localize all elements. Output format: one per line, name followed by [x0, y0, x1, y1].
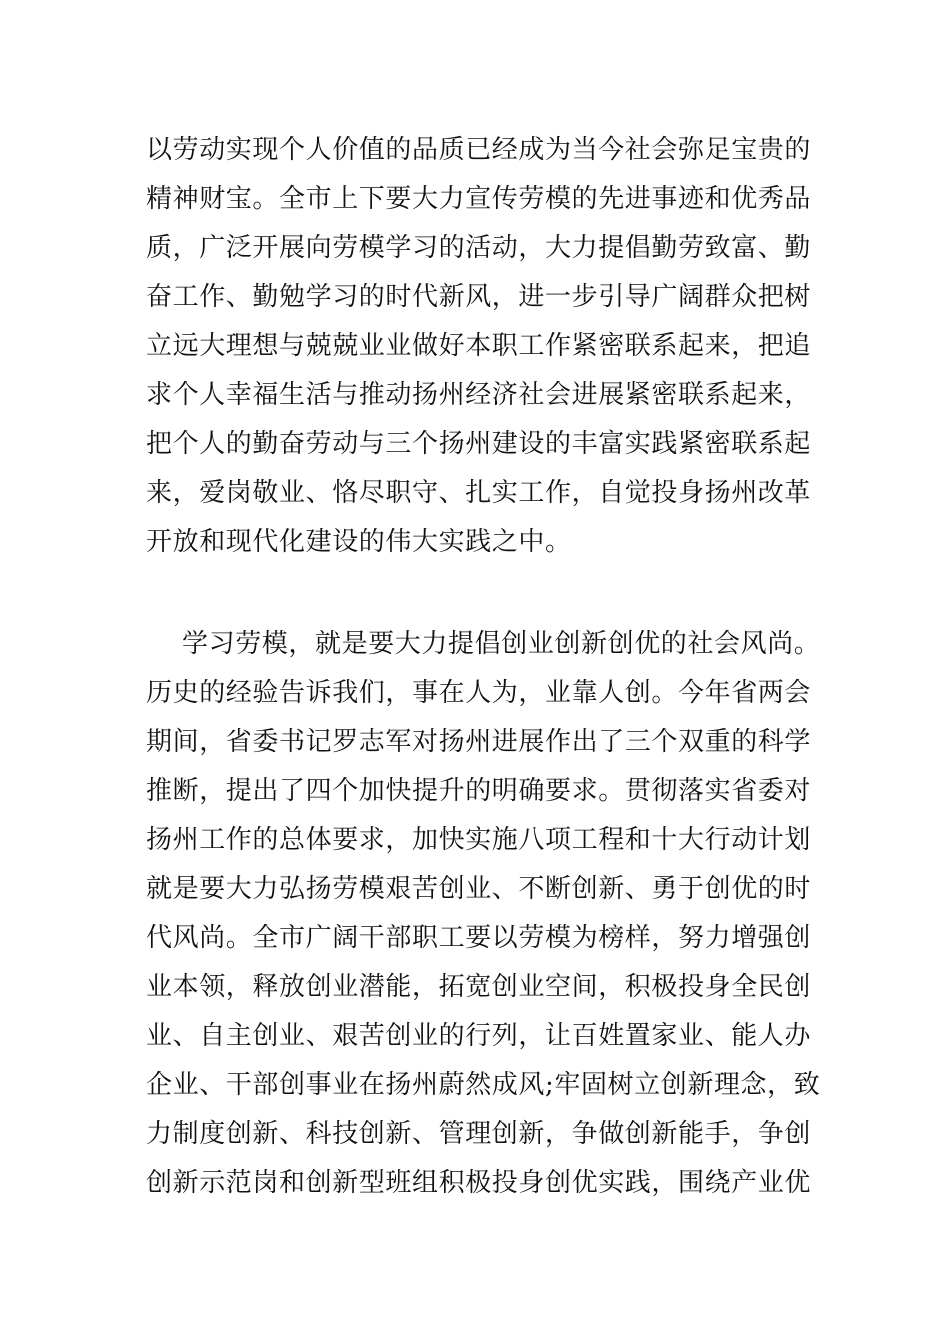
paragraph-line: 质，广泛开展向劳模学习的活动，大力提倡勤劳致富、勤 [146, 233, 812, 263]
paragraph-line: 来，爱岗敬业、恪尽职守、扎实工作，自觉投身扬州改革 [146, 478, 812, 508]
paragraph-line: 期间，省委书记罗志军对扬州进展作出了三个双重的科学 [146, 727, 812, 757]
paragraph-line: 力制度创新、科技创新、管理创新，争做创新能手，争创 [146, 1119, 812, 1149]
paragraph-line: 开放和现代化建设的伟大实践之中。 [146, 527, 572, 557]
paragraph-line: 精神财宝。全市上下要大力宣传劳模的先进事迹和优秀品 [146, 184, 812, 214]
paragraph-line: 奋工作、勤勉学习的时代新风，进一步引导广阔群众把树 [146, 282, 812, 312]
paragraph-line: 企业、干部创事业在扬州蔚然成风;牢固树立创新理念，致 [146, 1070, 821, 1100]
paragraph-line: 求个人幸福生活与推动扬州经济社会进展紧密联系起来， [146, 380, 812, 410]
paragraph-line: 学习劳模，就是要大力提倡创业创新创优的社会风尚。 [182, 629, 821, 659]
paragraph-line: 推断，提出了四个加快提升的明确要求。贯彻落实省委对 [146, 776, 812, 806]
paragraph-line: 历史的经验告诉我们，事在人为，业靠人创。今年省两会 [146, 678, 812, 708]
paragraph-line: 扬州工作的总体要求，加快实施八项工程和十大行动计划 [146, 825, 812, 855]
paragraph-line: 把个人的勤奋劳动与三个扬州建设的丰富实践紧密联系起 [146, 429, 812, 459]
paragraph-line: 代风尚。全市广阔干部职工要以劳模为榜样，努力增强创 [146, 923, 812, 953]
paragraph-line: 创新示范岗和创新型班组积极投身创优实践，围绕产业优 [146, 1168, 812, 1198]
paragraph-line: 就是要大力弘扬劳模艰苦创业、不断创新、勇于创优的时 [146, 874, 812, 904]
paragraph-line: 立远大理想与兢兢业业做好本职工作紧密联系起来，把追 [146, 331, 812, 361]
paragraph-line: 以劳动实现个人价值的品质已经成为当今社会弥足宝贵的 [146, 135, 812, 165]
paragraph-line: 业、自主创业、艰苦创业的行列，让百姓置家业、能人办 [146, 1021, 812, 1051]
paragraph-line: 业本领，释放创业潜能，拓宽创业空间，积极投身全民创 [146, 972, 812, 1002]
